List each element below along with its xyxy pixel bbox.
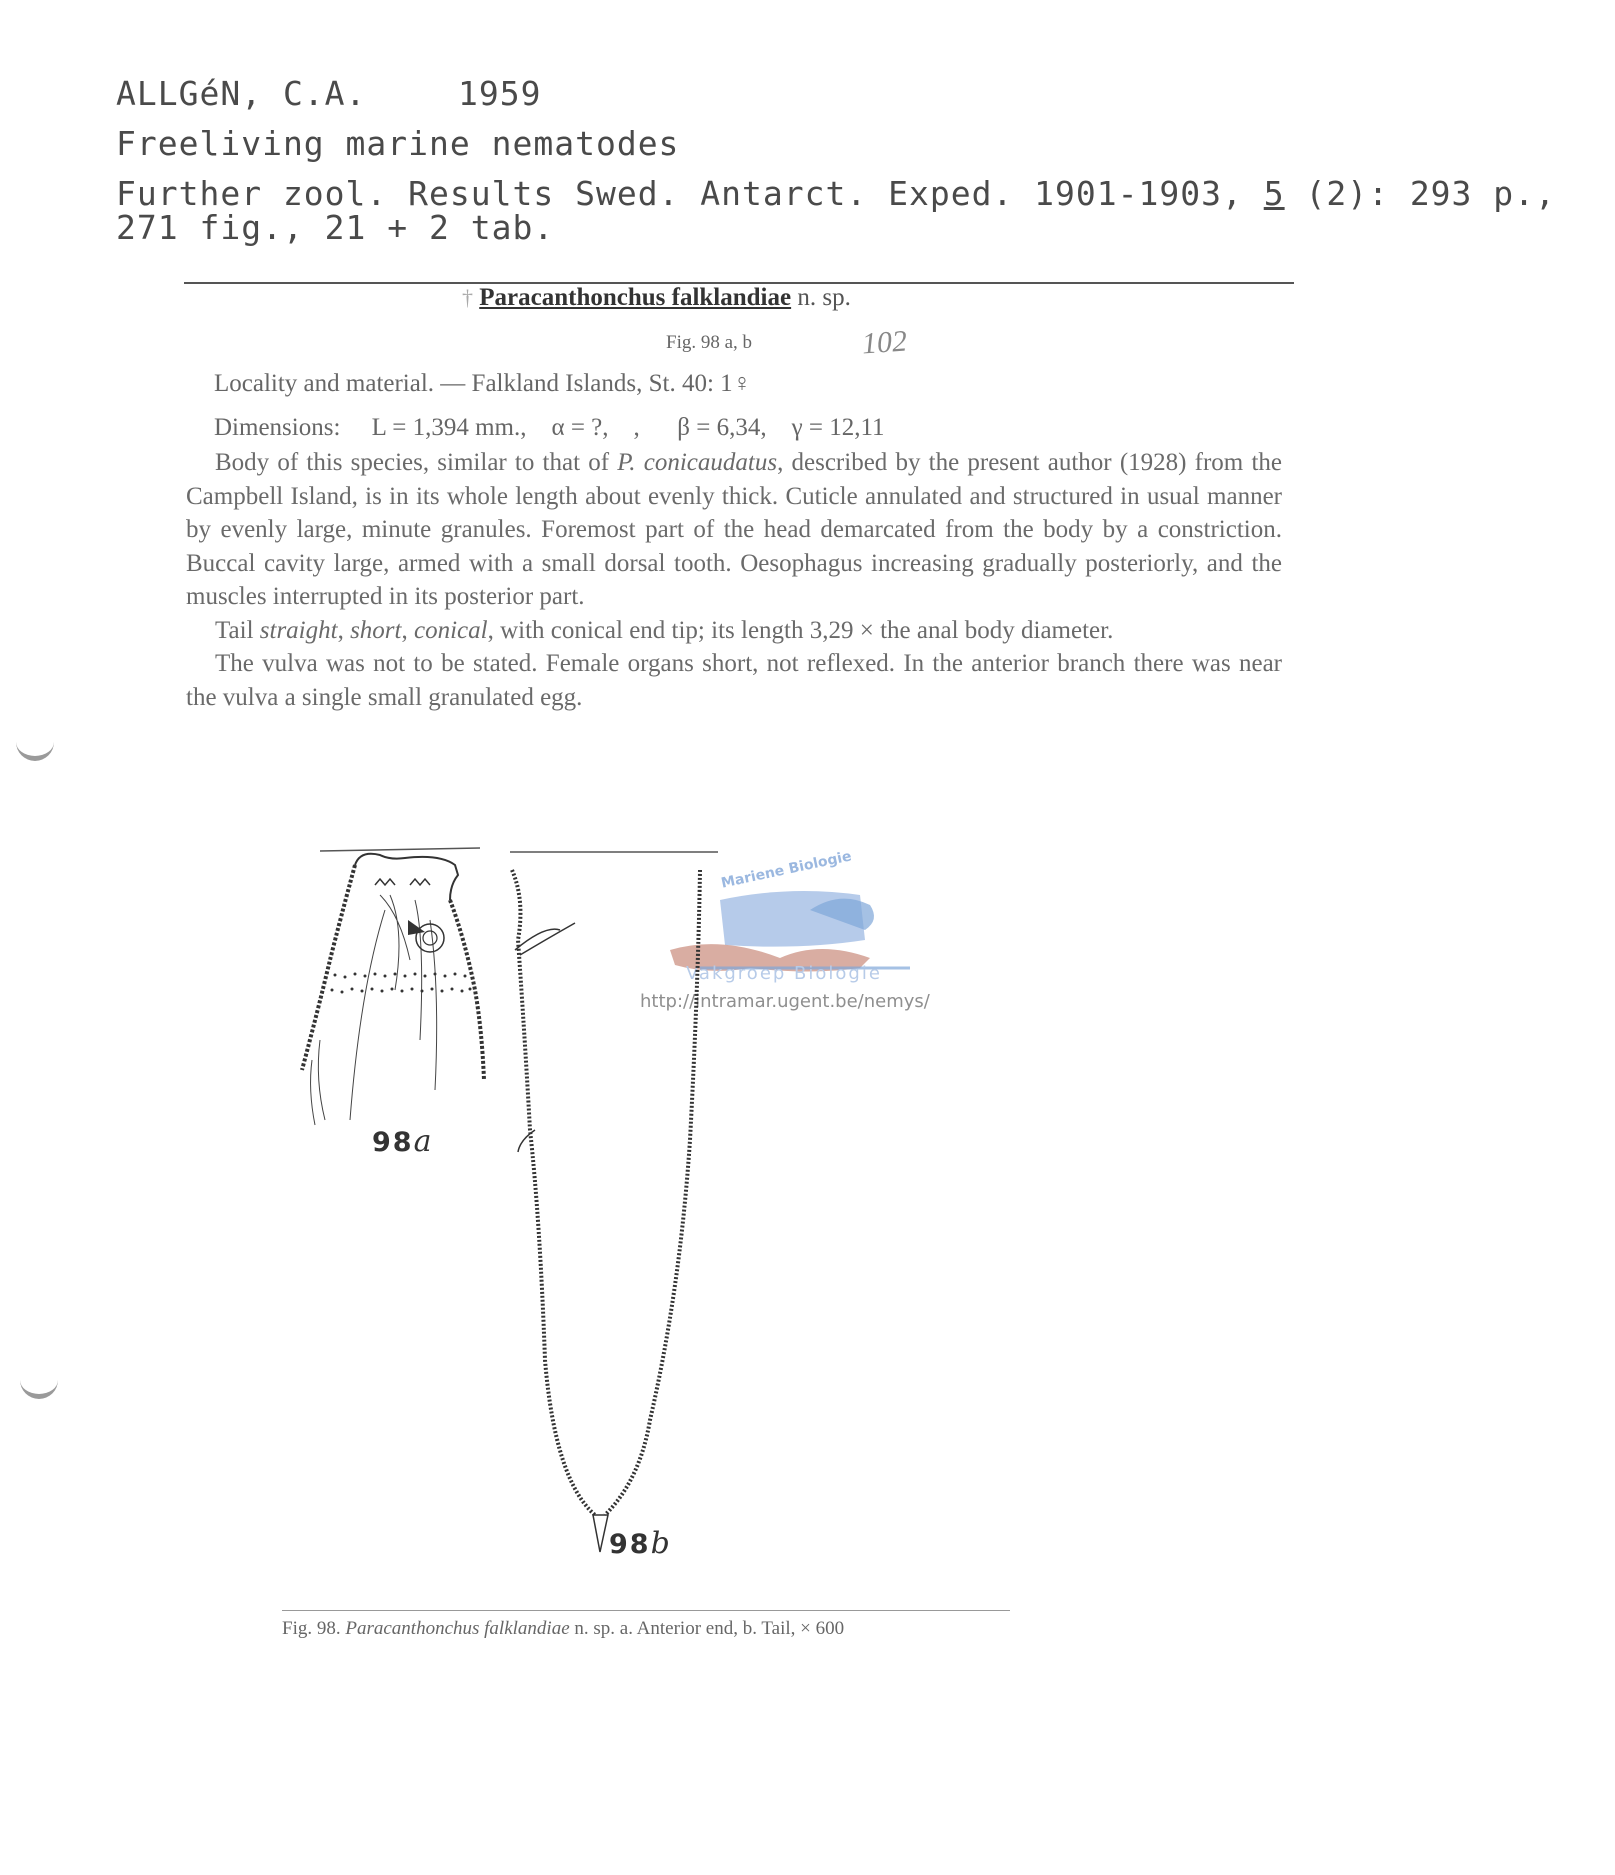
citation-pages: (2): 293 p.,	[1284, 174, 1556, 213]
species-suffix: n. sp.	[791, 284, 851, 311]
description-paragraph: Body of this species, similar to that of P. conicaudatus, described by the present author (1928) from the Campbell Island, is in its whole length about evenly thick. Cuticle annulated and structured in usual manner by evenly large, minute granules. Foremost part of the head demarcated from the body by a constriction. Buccal cavity large, armed with a small dorsal tooth. Oesophagus increasing gradually posteriorly, and the muscles interrupted in its posterior part.	[186, 449, 1282, 610]
vulva-paragraph: The vulva was not to be stated. Female organs short, not reflexed. In the anterior branch there was near the vulva a single small granulated egg.	[186, 650, 1282, 711]
citation-journal: Further zool. Results Swed. Antarct. Exped. 1901-1903,	[116, 174, 1264, 213]
watermark-url: http://intramar.ugent.be/nemys/	[640, 991, 930, 1012]
figure-98b-tail	[500, 840, 730, 1560]
description-text	[186, 446, 1282, 714]
species-heading	[462, 284, 851, 312]
caption-species: Paracanthonchus falklandiae	[345, 1618, 570, 1639]
card-title: Freeliving marine nematodes	[116, 124, 680, 163]
dagger-mark: †	[462, 285, 473, 310]
card-year: 1959	[458, 74, 542, 113]
species-name: Paracanthonchus falklandiae	[479, 284, 792, 311]
species-reference: P. conicaudatus	[617, 449, 778, 476]
dimensions-line: Dimensions: L = 1,394 mm., α = ?, , β = 6,34, γ = 12,11	[214, 414, 885, 441]
punch-hole-bottom	[20, 1378, 58, 1399]
figure-label-98a: 98a	[372, 1124, 434, 1159]
figure-caption: Fig. 98. Paracanthonchus falklandiae n. sp. a. Anterior end, b. Tail, × 600	[282, 1618, 845, 1639]
punch-hole-top	[16, 740, 54, 761]
watermark-top-text: Mariene Biologie	[719, 848, 853, 892]
watermark-bottom-text: Vakgroep Biologie	[686, 963, 882, 984]
figure-98a-anterior-end	[290, 840, 500, 1140]
figure-label-98b: 98b	[609, 1526, 672, 1561]
handwritten-number: 102	[860, 324, 909, 361]
locality-line: Locality and material. — Falkland Islands, St. 40: 1♀	[214, 370, 752, 397]
tail-paragraph: Tail straight, short, conical, with conical end tip; its length 3,29 × the anal body diameter.	[215, 616, 1114, 644]
card-citation-line2: 271 fig., 21 + 2 tab.	[116, 208, 555, 247]
figure-reference: Fig. 98 a, b	[666, 332, 753, 353]
caption-rule	[282, 1610, 1010, 1611]
citation-volume: 5	[1263, 174, 1285, 213]
card-author: ALLGéN, C.A.	[116, 74, 367, 113]
